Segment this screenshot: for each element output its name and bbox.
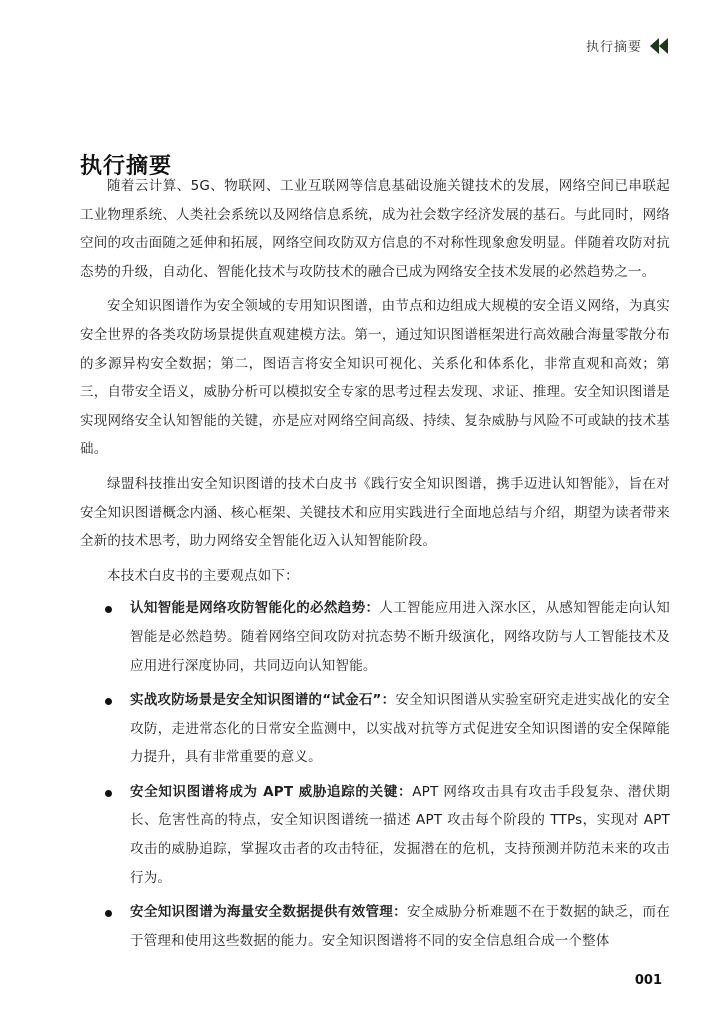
bullet-icon [105,790,112,797]
list-item [80,778,670,892]
list-item [80,686,670,772]
bullet-text: 安全威胁分析难题不在于数据的缺乏，而在于管理和使用这些数据的能力。安全知识图谱将不同的安全信息组合成一个整体 [130,904,670,949]
page-title: 执行摘要 [80,153,173,179]
list-item [80,898,670,955]
bullet-text: APT 网络攻击具有攻击手段复杂、潜伏期长、危害性高的特点，安全知识图谱统一描述 APT 攻击每个阶段的 TTPs，实现对 APT 攻击的威胁追踪，掌握攻击者的攻击特征，发掘潜在的危机，支持预测并防范未来的攻击行为。 [130,783,670,886]
bullet-text: 人工智能应用进入深水区，从感知智能走向认知智能是必然趋势。随着网络空间攻防对抗态势不断升级演化，网络攻防与人工智能技术及应用进行深度协同，共同迈向认知智能。 [130,600,670,674]
bullet-icon [105,606,112,613]
list-item [80,594,670,680]
body-content [80,172,670,961]
bullet-heading: 安全知识图谱将成为 APT 威胁追踪的关键： [130,783,413,800]
page-number: 001 [634,973,662,988]
double-chevron-left-icon [650,38,668,54]
bullet-text: 安全知识图谱从实验室研究走进实战化的安全攻防，走进常态化的日常安全监测中，以实战对抗等方式促进安全知识图谱的安全保障能力提升，具有非常重要的意义。 [130,692,670,766]
bullet-icon [105,910,112,917]
paragraph: 安全知识图谱作为安全领域的专用知识图谱，由节点和边组成大规模的安全语义网络，为真实安全世界的各类攻防场景提供直观建模方法。第一，通过知识图谱框架进行高效融合海量零散分布的多源异构安全数据；第二，图语言将安全知识可视化、关系化和体系化，非常直观和高效；第三，自带安全语义，威胁分析可以模拟安全专家的思考过程去发现、求证、推理。安全知识图谱是实现网络安全认知智能的关键，亦是应对网络空间高级、持续、复杂威胁与风险不可或缺的技术基础。 [80,298,670,458]
bullet-heading: 认知智能是网络攻防智能化的必然趋势： [130,600,380,617]
key-points-list [80,594,670,955]
header-title: 执行摘要 [585,40,642,55]
running-header [586,36,668,55]
bullet-heading: 实战攻防场景是安全知识图谱的“试金石”： [130,692,396,709]
bullet-icon [105,698,112,705]
paragraph: 随着云计算、5G、物联网、工业互联网等信息基础设施关键技术的发展，网络空间已串联起工业物理系统、人类社会系统以及网络信息系统，成为社会数字经济发展的基石。与此同时，网络空间的攻击面随之延伸和拓展，网络空间攻防双方信息的不对称性现象愈发明显。伴随着攻防对抗态势的升级，自动化、智能化技术与攻防技术的融合已成为网络安全技术发展的必然趋势之一。 [80,178,670,280]
bullets-intro: 本技术白皮书的主要观点如下： [107,567,299,584]
paragraph: 绿盟科技推出安全知识图谱的技术白皮书《践行安全知识图谱，携手迈进认知智能》，旨在对安全知识图谱概念内涵、核心框架、关键技术和应用实践进行全面地总结与介绍，期望为读者带来全新的技术思考，助力网络安全智能化迈入认知智能阶段。 [80,475,670,550]
bullet-heading: 安全知识图谱为海量安全数据提供有效管理： [130,904,407,921]
